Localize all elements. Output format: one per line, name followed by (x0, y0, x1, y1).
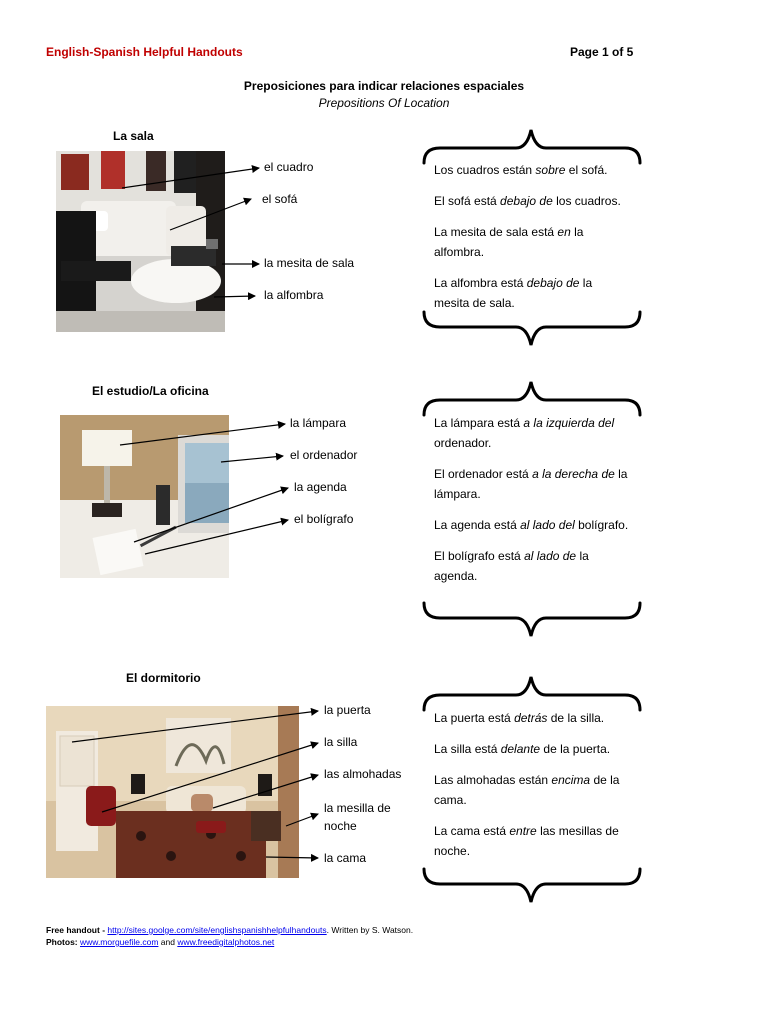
footer-suffix: . Written by S. Watson. (326, 925, 414, 935)
label-boligrafo: el bolígrafo (294, 512, 354, 526)
arrow-puerta (72, 711, 318, 742)
section-title-dormitorio: El dormitorio (126, 671, 201, 685)
arrow-sofa (170, 199, 251, 230)
brace-top-sala (424, 130, 640, 163)
sentence-dormitorio-4: La cama está entre las mesillas de noche. (434, 824, 619, 858)
label-alfombra: la alfombra (264, 288, 324, 302)
section-title-sala: La sala (113, 129, 154, 143)
arrow-mesilla (286, 814, 318, 826)
footer-prefix: Free handout - (46, 925, 108, 935)
arrow-ordenador (221, 456, 283, 462)
sentence-dormitorio-1: La puerta está detrás de la silla. (434, 711, 605, 725)
footer-line-1 (46, 925, 413, 935)
label-cuadro: el cuadro (264, 160, 314, 174)
arrow-boligrafo (145, 520, 288, 554)
sentence-sala-1: Los cuadros están sobre el sofá. (434, 163, 608, 177)
arrow-lampara (120, 424, 285, 445)
arrow-silla (102, 743, 318, 812)
page-title: Preposiciones para indicar relaciones espaciales (243, 79, 525, 93)
footer-morguefile-link[interactable]: www.morguefile.com (80, 937, 159, 947)
footer-and: and (158, 937, 178, 947)
label-agenda: la agenda (294, 480, 347, 494)
sentence-sala-4: La alfombra está debajo de la mesita de sala. (434, 276, 593, 310)
brace-bottom-dormitorio (424, 869, 640, 902)
arrow-almohadas (213, 775, 318, 808)
label-cama: la cama (324, 851, 367, 865)
arrow-cuadro (122, 168, 259, 188)
footer-photos-prefix: Photos: (46, 937, 80, 947)
sentence-estudio-4: El bolígrafo está al lado de la agenda. (434, 549, 589, 583)
label-ordenador: el ordenador (290, 448, 358, 462)
sentence-estudio-1: La lámpara está a la izquierda del ordenador. (434, 416, 615, 450)
header-title: English-Spanish Helpful Handouts (46, 45, 243, 59)
footer-freedigitalphotos-link[interactable]: www.freedigitalphotos.net (177, 937, 275, 947)
footer-site-link[interactable]: http://sites.goolge.com/site/englishspanishhelpfulhandouts (107, 925, 327, 935)
sentence-sala-2: El sofá está debajo de los cuadros. (434, 194, 621, 208)
arrow-agenda (134, 488, 288, 542)
arrow-alfombra (214, 296, 255, 297)
brace-top-estudio (424, 382, 640, 415)
sentence-sala-3: La mesita de sala está en la alfombra. (434, 225, 584, 259)
page-subtitle: Prepositions Of Location (318, 96, 450, 110)
section-title-estudio: El estudio/La oficina (92, 384, 209, 398)
sentence-dormitorio-3: Las almohadas están encima de la cama. (434, 773, 620, 807)
sentence-estudio-2: El ordenador está a la derecha de la lámpara. (434, 467, 628, 501)
footer-line-2 (46, 937, 274, 947)
sentence-estudio-3: La agenda está al lado del bolígrafo. (434, 518, 629, 532)
label-sofa: el sofá (262, 192, 298, 206)
brace-bottom-estudio (424, 603, 640, 636)
page-number: Page 1 of 5 (570, 45, 634, 59)
brace-bottom-sala (424, 312, 640, 345)
label-mesita-sala: la mesita de sala (264, 256, 355, 270)
label-mesilla-noche: la mesilla de noche (324, 801, 391, 833)
label-lampara: la lámpara (290, 416, 347, 430)
label-almohadas: las almohadas (324, 767, 402, 781)
brace-top-dormitorio (424, 677, 640, 710)
arrow-cama (266, 857, 318, 858)
label-puerta: la puerta (324, 703, 371, 717)
sentence-dormitorio-2: La silla está delante de la puerta. (434, 742, 611, 756)
label-silla: la silla (324, 735, 358, 749)
